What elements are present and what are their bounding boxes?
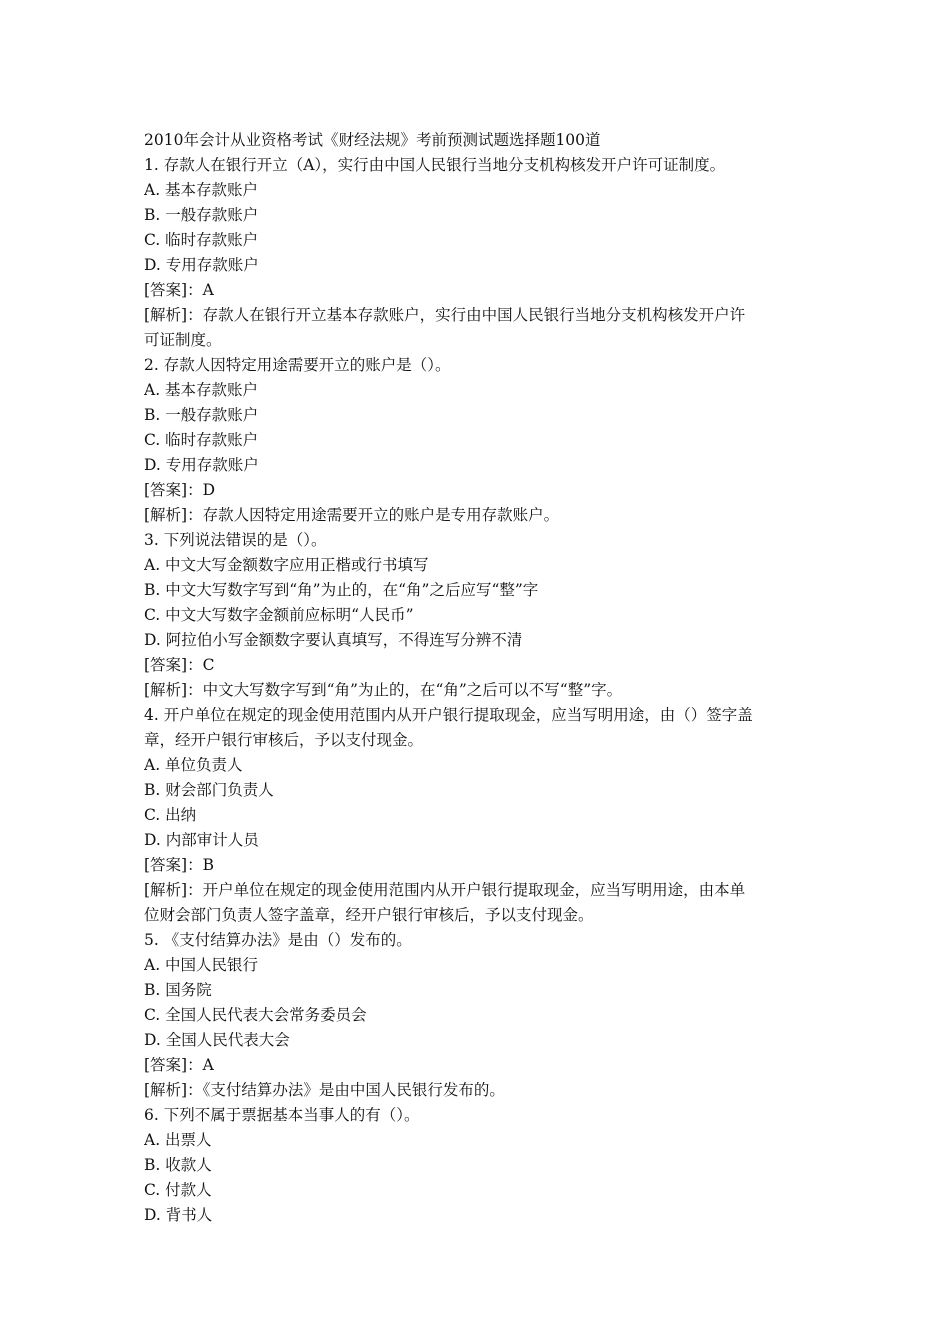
question-6-option-b: B. 收款人 (144, 1156, 212, 1174)
question-4: 4. 开户单位在规定的现金使用范围内从开户银行提取现金，应当写明用途，由（）签字盖 (144, 706, 753, 724)
question-1-answer: [答案]：A (144, 281, 214, 299)
question-2-option-c: C. 临时存款账户 (144, 431, 259, 449)
question-1-option-a: A. 基本存款账户 (144, 181, 259, 199)
question-2-option-b: B. 一般存款账户 (144, 406, 259, 424)
question-3: 3. 下列说法错误的是（）。 (144, 531, 327, 549)
question-4-option-b: B. 财会部门负责人 (144, 781, 274, 799)
question-4-analysis-cont: 位财会部门负责人签字盖章，经开户银行审核后，予以支付现金。 (144, 906, 594, 924)
question-1-analysis: [解析]：存款人在银行开立基本存款账户，实行由中国人民银行当地分支机构核发开户许 (144, 306, 746, 324)
question-1-option-c: C. 临时存款账户 (144, 231, 259, 249)
question-2-option-a: A. 基本存款账户 (144, 381, 259, 399)
question-3-option-a: A. 中文大写金额数字应用正楷或行书填写 (144, 556, 429, 574)
question-4-option-d: D. 内部审计人员 (144, 831, 259, 849)
question-5: 5. 《支付结算办法》是由（）发布的。 (144, 931, 412, 949)
question-1-option-d: D. 专用存款账户 (144, 256, 259, 274)
question-2-analysis: [解析]：存款人因特定用途需要开立的账户是专用存款账户。 (144, 506, 560, 524)
question-2-option-d: D. 专用存款账户 (144, 456, 259, 474)
question-5-option-d: D. 全国人民代表大会 (144, 1031, 290, 1049)
question-5-option-c: C. 全国人民代表大会常务委员会 (144, 1006, 367, 1024)
question-6-option-d: D. 背书人 (144, 1206, 213, 1224)
question-4-option-a: A. 单位负责人 (144, 756, 243, 774)
question-3-answer: [答案]：C (144, 656, 215, 674)
question-5-answer: [答案]：A (144, 1056, 214, 1074)
question-6-option-a: A. 出票人 (144, 1131, 212, 1149)
question-3-analysis: [解析]：中文大写数字写到“角”为止的，在“角”之后可以不写“整”字。 (144, 681, 623, 699)
question-1-option-b: B. 一般存款账户 (144, 206, 259, 224)
question-3-option-d: D. 阿拉伯小写金额数字要认真填写，不得连写分辨不清 (144, 631, 523, 649)
question-5-option-a: A. 中国人民银行 (144, 956, 259, 974)
question-1-analysis-cont: 可证制度。 (144, 331, 222, 349)
question-2: 2. 存款人因特定用途需要开立的账户是（）。 (144, 356, 451, 374)
question-4-analysis: [解析]：开户单位在规定的现金使用范围内从开户银行提取现金，应当写明用途，由本单 (144, 881, 746, 899)
question-4-cont: 章，经开户银行审核后，予以支付现金。 (144, 731, 424, 749)
question-6-option-c: C. 付款人 (144, 1181, 212, 1199)
question-6: 6. 下列不属于票据基本当事人的有（）。 (144, 1106, 420, 1124)
question-1: 1. 存款人在银行开立（A），实行由中国人民银行当地分支机构核发开户许可证制度。 (144, 156, 726, 174)
question-5-analysis: [解析]：《支付结算办法》是由中国人民银行发布的。 (144, 1081, 505, 1099)
question-2-answer: [答案]：D (144, 481, 216, 499)
question-4-option-c: C. 出纳 (144, 806, 197, 824)
question-3-option-b: B. 中文大写数字写到“角”为止的，在“角”之后应写“整”字 (144, 581, 539, 599)
question-5-option-b: B. 国务院 (144, 981, 212, 999)
document-body (144, 128, 814, 1228)
question-3-option-c: C. 中文大写数字金额前应标明“人民币” (144, 606, 414, 624)
question-4-answer: [答案]：B (144, 856, 214, 874)
document-title: 2010年会计从业资格考试《财经法规》考前预测试题选择题100道 (144, 131, 601, 149)
